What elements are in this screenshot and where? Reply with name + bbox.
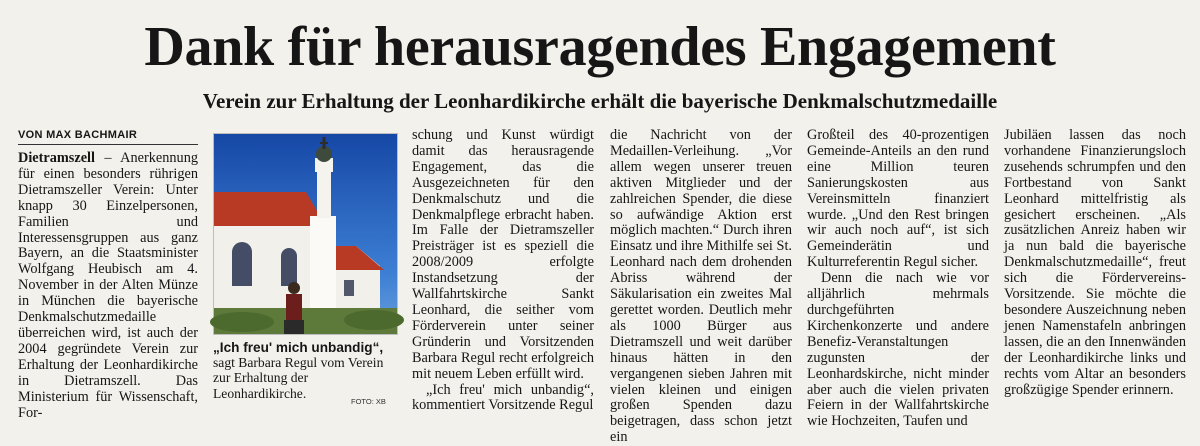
- headline: Dank für herausragendes Engagement: [144, 16, 1056, 78]
- column-5-paragraph-2: Denn die nach wie vor alljährlich mehrmals durchgeführten Kirchenkonzerte und andere Benefiz-Veranstaltungen zugunsten der Leonhardskirche, nicht minder aber auch die vielen privaten Feiern in der Wallfahrtskirche wie Hochzeiten, Taufen und: [807, 270, 989, 430]
- article-column-5: [807, 127, 989, 430]
- church-image: [214, 134, 397, 334]
- byline: VON MAX BACHMAIR: [18, 128, 198, 145]
- caption-lead: „Ich freu' mich unbandig“,: [213, 340, 384, 355]
- article-column-1: [18, 128, 198, 421]
- caption-text: sagt Barbara Regul vom Verein zur Erhaltung der Leonhardikirche.: [213, 355, 384, 401]
- column-4-text: die Nachricht von der Medaillen-Verleihung. „Vor allem wegen unserer treuen aktiven Mitglieder und der zahlreichen Spender, die diese so aufwändige Aktion erst möglich machten.“ Durch ihren Einsatz und ihre Mithilfe sei St. Leonhard nach dem drohenden Abriss während der Säkularisation ein zweites Mal gerettet worden. Deutlich mehr als 1000 Bürger aus Dietramszell und weit darüber hinaus hätten in den vergangenen sieben Jahren mit vielen kleinen und einigen großen Spenden dazu beigetragen, dass schon jetzt ein: [610, 127, 792, 446]
- column-5-text: Großteil des 40-prozentigen Gemeinde-Anteils an den rund eine Million teuren Sanierungskosten aus Vereinsmitteln finanziert wurde. „Und den Rest bringen wir auch noch auf“, ist sich Gemeinderätin und Kulturreferentin Regul sicher.: [807, 127, 989, 271]
- article-column-4: [610, 127, 792, 446]
- column-6-text: Jubiläen lassen das noch vorhandene Finanzierungsloch zusehends schrumpfen und den Fortbestand von Sankt Leonhard mittelfristig als gesichert erscheinen. „Als zusätzlichen Anreiz haben wir ja nun bald die bayerische Denkmalschutzmedaille“, freut sich die Fördervereins-Vorsitzende. Sie möchte die besondere Auszeichnung neben jenen Namenstafeln anbringen lassen, die an den Innenwänden der Leonhardikirche links und rechts vom Altar an besonders großzügige Spender erinnern.: [1004, 127, 1186, 398]
- photo-caption: [213, 340, 399, 401]
- column-1-text: – Anerkennung für einen besonders rührigen Dietramszeller Verein: Unter knapp 30 Einzelpersonen, Familien und Interessensgruppen aus ganz Bayern, an die Staatsminister Wolfgang Heubisch am 4. November in der Alten Münze in München die bayerische Denkmalschutzmedaille überreichen wird, ist auch der 2004 gegründete Verein zur Erhaltung der Leonhardikirche in Dietramszell. Das Ministerium für Wissenschaft, For-: [18, 150, 198, 421]
- dateline: Dietramszell: [18, 150, 96, 166]
- lead-paragraph: [18, 151, 198, 421]
- subheadline: Verein zur Erhaltung der Leonhardikirche erhält die bayerische Denkmalschutzmedaille: [202, 89, 998, 113]
- photo-credit: FOTO: XB: [351, 397, 386, 406]
- column-3-text: schung und Kunst würdigt damit das herausragende Engagement, das die Ausgezeichneten für den Denkmalschutz und die Denkmalpflege erbracht haben. Im Falle der Dietramszeller Preisträger ist es speziell die 2008/2009 erfolgte Instandsetzung der Wallfahrtskirche Sankt Leonhard, die seither vom Förderverein unter seiner Gründerin und Vorsitzenden Barbara Regul recht erfolgreich mit neuem Leben erfüllt wird.: [412, 127, 594, 382]
- article-column-3: [412, 128, 594, 418]
- article-column-6: [1004, 128, 1186, 418]
- church-photo: [213, 133, 398, 335]
- column-3-quote: „Ich freu' mich unbandig“, kommentiert Vorsitzende Regul: [412, 381, 594, 414]
